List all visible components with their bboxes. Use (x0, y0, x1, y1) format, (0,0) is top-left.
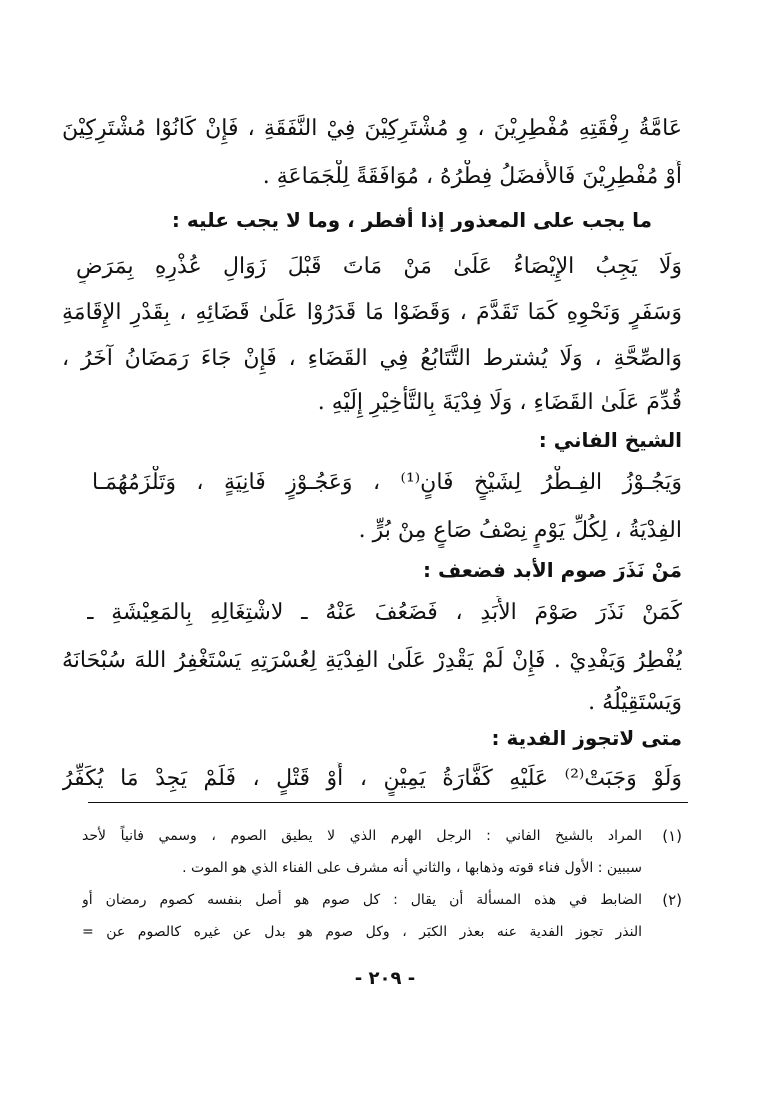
section-heading: ما يجب على المعذور إذا أفطر ، وما لا يجب عليه : (171, 208, 652, 232)
footnote-number: (١) (662, 827, 682, 845)
body-line: كَمَنْ نَذَرَ صَوْمَ الأَبَدِ ، فَضَعُفَ عَنْهُ ـ لاشْتِغَالِهِ بِالمَعِيْشَةِ ـ (87, 600, 682, 625)
body-line: وَسَفَرٍ وَنَحْوِهِ كَمَا تَقَدَّمَ ، وَقَضَوْا مَا قَدَرُوْا عَلَىٰ قَضَائِهِ ، بِقَدْرِ الإِقَامَةِ (62, 300, 682, 325)
body-line: يُفْطِرُ وَيَفْدِيْ . فَإِنْ لَمْ يَقْدِرْ عَلَىٰ الفِدْيَةِ لِعُسْرَتِهِ يَسْتَغْفِرُ اللهَ سُبْحَانَهُ (62, 648, 682, 673)
footnote-separator (88, 802, 688, 803)
body-line: وَيَجُـوْزُ الفِـطْرُ لِشَيْخٍ فَانٍ⁽¹⁾ ، وَعَجُـوْزٍ فَانِيَةٍ ، وَتَلْزَمُهُمَـا (92, 470, 682, 495)
body-line: وَلَا يَجِبُ الإِيْصَاءُ عَلَىٰ مَنْ مَاتَ قَبْلَ زَوَالِ عُذْرِهِ بِمَرَضٍ (76, 254, 682, 279)
page-number: - ٢٠٩ - (354, 968, 416, 989)
section-heading: مَنْ نَذَرَ صوم الأبد فضعف : (422, 558, 682, 582)
footnote-line: المراد بالشيخ الفاني : الرجل الهرم الذي لا يطيق الصوم ، وسمي فانياً لأحد (82, 828, 642, 844)
footnote-number: (٢) (662, 891, 682, 909)
section-heading: الشيخ الفاني : (538, 428, 682, 452)
body-line: وَيَسْتَقِيْلُهُ . (588, 690, 682, 715)
footnote-line: سببين : الأول فناء قوته وذهابها ، والثاني أنه مشرف على الفناء الذي هو الموت . (182, 860, 642, 876)
section-heading: متى لاتجوز الفدية : (491, 726, 682, 750)
footnote-line: الضابط في هذه المسألة أن يقال : كل صوم هو أصل بنفسه كصوم رمضان أو (82, 892, 642, 908)
body-line: عَامَّةُ رِفْقَتِهِ مُفْطِرِيْنَ ، وِ مُشْتَرِكِيْنَ فِيْ النَّفَقَةِ ، فَإِنْ كَانُوْا مُشْتَرِكِيْنَ (62, 116, 682, 141)
body-line: وَالصِّحَّةِ ، وَلَا يُشترط التَّتَابُعُ فِي القَضَاءِ ، فَإِنْ جَاءَ رَمَضَانُ آخَرُ ، (62, 346, 682, 371)
body-line: وَلَوْ وَجَبَتْ⁽²⁾ عَلَيْهِ كَفَّارَةُ يَمِيْنٍ ، أَوْ قَتْلٍ ، فَلَمْ يَجِدْ مَا يُكَفِّرُ (62, 766, 682, 791)
body-line: قُدِّمَ عَلَىٰ القَضَاءِ ، وَلَا فِدْيَةَ بِالتَّأْخِيْرِ إِلَيْهِ . (317, 390, 682, 415)
body-line: الفِدْيَةُ ، لِكُلِّ يَوْمٍ نِصْفُ صَاعٍ مِنْ بُرٍّ . (358, 518, 682, 543)
footnote-line: النذر تجوز الفدية عنه بعذر الكبَر ، وكل صوم هو بدل عن غيره كالصوم عن = (82, 924, 642, 940)
body-line: أَوْ مُفْطِرِيْنَ فَالأَفضَلُ فِطْرُهُ ، مُوَافَقَةً لِلْجَمَاعَةِ . (262, 164, 682, 189)
